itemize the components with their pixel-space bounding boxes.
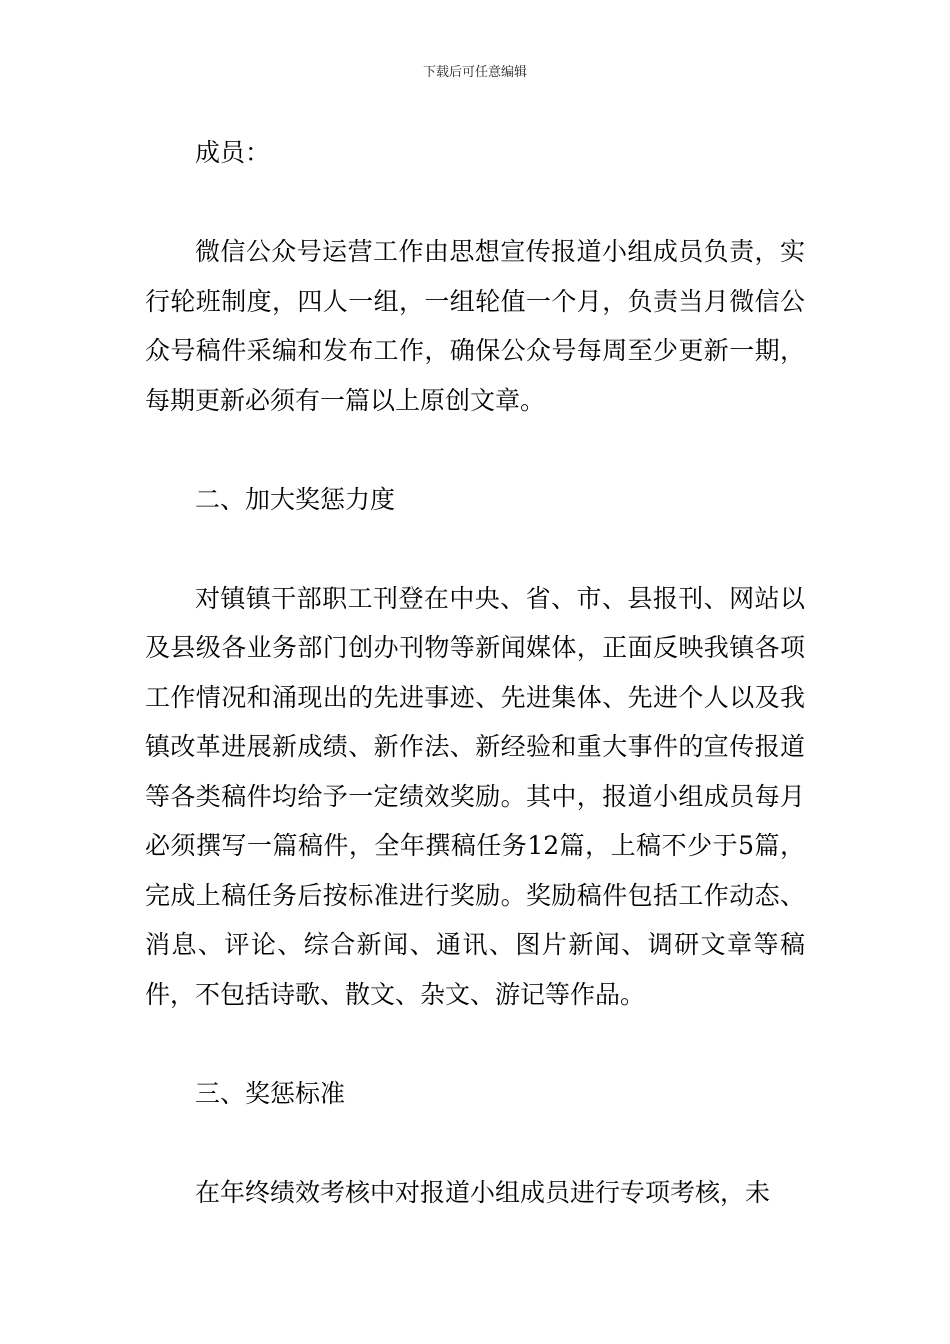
section-heading-3: 三、奖惩标准	[195, 1078, 346, 1108]
paragraph-assessment: 在年终绩效考核中对报道小组成员进行专项考核，未	[195, 1177, 771, 1207]
document-body	[145, 128, 805, 1217]
paragraph-reward-policy: 对镇镇干部职工刊登在中央、省、市、县报刊、网站以及县级各业务部门创办刊物等新闻媒体，正面反映我镇各项工作情况和涌现出的先进事迹、先进集体、先进个人以及我镇改革进展新成绩、新作法、新经验和重大事件的宣传报道等各类稿件均给予一定绩效奖励。其中，报道小组成员每月必须撰写一篇稿件，全年撰稿任务12篇，上稿不少于5篇，完成上稿任务后按标准进行奖励。奖励稿件包括工作动态、消息、评论、综合新闻、通讯、图片新闻、调研文章等稿件，不包括诗歌、散文、杂文、游记等作品。	[145, 583, 805, 1009]
paragraph-members-label: 成员：	[195, 138, 271, 167]
paragraph-gap	[145, 178, 805, 228]
paragraph-gap	[145, 1118, 805, 1168]
paragraph-gap	[145, 524, 805, 574]
paragraph-wechat-operation: 微信公众号运营工作由思想宣传报道小组成员负责，实行轮班制度，四人一组，一组轮值一个月，负责当月微信公众号稿件采编和发布工作，确保公众号每周至少更新一期，每期更新必须有一篇以上原创文章。	[145, 237, 805, 415]
section-heading-2: 二、加大奖惩力度	[195, 484, 396, 514]
paragraph-gap	[145, 1019, 805, 1069]
paragraph-gap	[145, 425, 805, 475]
page-header: 下载后可任意编辑	[422, 65, 527, 80]
